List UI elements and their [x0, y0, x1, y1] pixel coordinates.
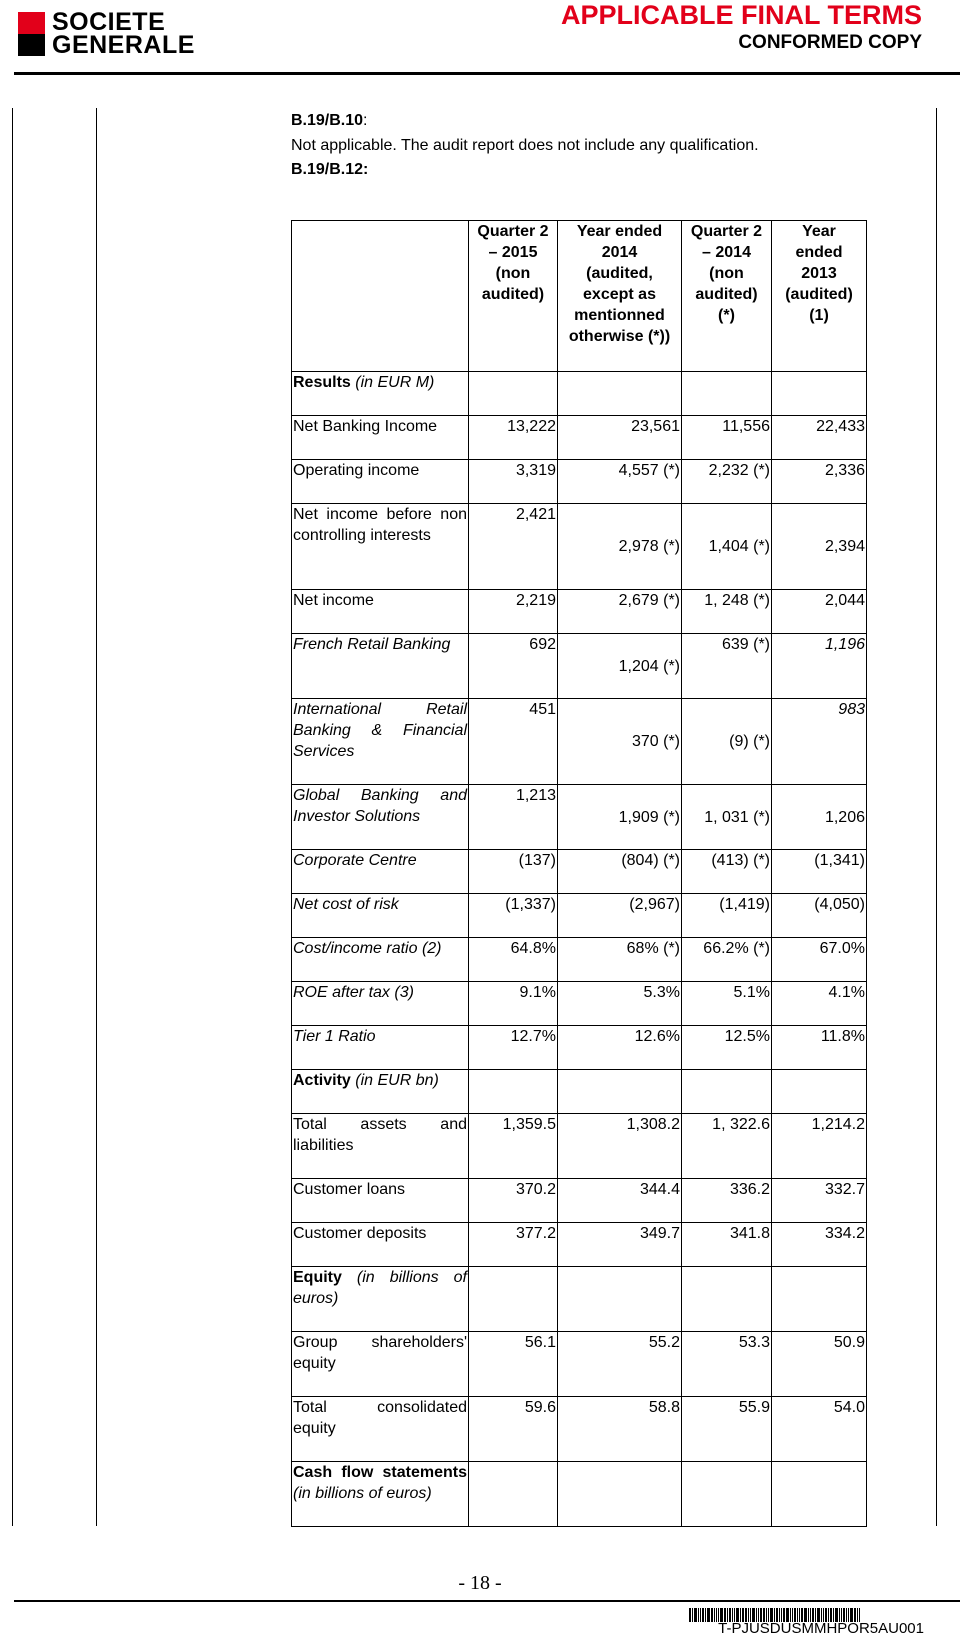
column-header: Quarter 2 – 2015 (non audited): [469, 221, 558, 372]
logo-mark-icon: [18, 12, 45, 56]
value-cell: 1,308.2: [558, 1114, 682, 1179]
value-cell: 2,219: [469, 590, 558, 634]
value-cell: [772, 1462, 867, 1527]
value-cell: 5.3%: [558, 982, 682, 1026]
table-row: [292, 785, 867, 850]
value-cell: 639 (*): [682, 634, 772, 699]
value-cell: (9) (*): [682, 699, 772, 785]
value-cell: 1,359.5: [469, 1114, 558, 1179]
column-header: Quarter 2 – 2014 (non audited) (*): [682, 221, 772, 372]
value-cell: [558, 372, 682, 416]
table-header-row: [292, 221, 867, 372]
section-row: [292, 1267, 867, 1332]
table-row: [292, 894, 867, 938]
value-cell: 370 (*): [558, 699, 682, 785]
value-cell: 983: [772, 699, 867, 785]
value-cell: 53.3: [682, 1332, 772, 1397]
row-label: International Retail Banking & Financial Services: [292, 699, 469, 785]
value-cell: 22,433: [772, 416, 867, 460]
value-cell: 1, 031 (*): [682, 785, 772, 850]
value-cell: 1, 248 (*): [682, 590, 772, 634]
value-cell: 13,222: [469, 416, 558, 460]
section-b10-text: Not applicable. The audit report does not include any qualification.: [291, 137, 759, 154]
value-cell: 23,561: [558, 416, 682, 460]
logo-text: [52, 8, 195, 59]
table-row: [292, 1332, 867, 1397]
value-cell: 12.6%: [558, 1026, 682, 1070]
value-cell: 1,196: [772, 634, 867, 699]
row-label: Net cost of risk: [292, 894, 469, 938]
value-cell: 341.8: [682, 1223, 772, 1267]
value-cell: 64.8%: [469, 938, 558, 982]
table-row: [292, 1026, 867, 1070]
logo-line-1: SOCIETE: [52, 8, 166, 36]
value-cell: 349.7: [558, 1223, 682, 1267]
value-cell: 56.1: [469, 1332, 558, 1397]
value-cell: 1, 322.6: [682, 1114, 772, 1179]
left-column-line: [96, 108, 97, 1526]
section-row: [292, 1070, 867, 1114]
value-cell: 2,978 (*): [558, 504, 682, 590]
row-label: Net income: [292, 590, 469, 634]
value-cell: 12.7%: [469, 1026, 558, 1070]
row-label: Cash flow statements (in billions of euros): [292, 1462, 469, 1527]
table-row: [292, 416, 867, 460]
value-cell: 332.7: [772, 1179, 867, 1223]
value-cell: 692: [469, 634, 558, 699]
section-row: [292, 372, 867, 416]
value-cell: [682, 1070, 772, 1114]
value-cell: [558, 1070, 682, 1114]
value-cell: 54.0: [772, 1397, 867, 1462]
row-label: Equity (in billions of euros): [292, 1267, 469, 1332]
value-cell: 2,232 (*): [682, 460, 772, 504]
value-cell: 2,394: [772, 504, 867, 590]
value-cell: 55.9: [682, 1397, 772, 1462]
value-cell: 4.1%: [772, 982, 867, 1026]
value-cell: 67.0%: [772, 938, 867, 982]
row-label: Net Banking Income: [292, 416, 469, 460]
row-label: Net income before non controlling interests: [292, 504, 469, 590]
value-cell: 1,213: [469, 785, 558, 850]
row-label: Results (in EUR M): [292, 372, 469, 416]
value-cell: (1,341): [772, 850, 867, 894]
value-cell: 2,679 (*): [558, 590, 682, 634]
section-b12-label: B.19/B.12:: [291, 161, 369, 178]
row-label: Customer loans: [292, 1179, 469, 1223]
value-cell: 2,044: [772, 590, 867, 634]
table-row: [292, 1223, 867, 1267]
row-label: Global Banking and Investor Solutions: [292, 785, 469, 850]
document-code: T-PJUSDUSMMHPOR5AU001: [718, 1620, 924, 1637]
row-label: French Retail Banking: [292, 634, 469, 699]
value-cell: [682, 1462, 772, 1527]
value-cell: [682, 1267, 772, 1332]
row-label: Operating income: [292, 460, 469, 504]
value-cell: 334.2: [772, 1223, 867, 1267]
value-cell: 377.2: [469, 1223, 558, 1267]
value-cell: 59.6: [469, 1397, 558, 1462]
value-cell: (1,337): [469, 894, 558, 938]
value-cell: 3,319: [469, 460, 558, 504]
value-cell: [469, 372, 558, 416]
value-cell: 344.4: [558, 1179, 682, 1223]
table-row: [292, 1114, 867, 1179]
value-cell: 1,204 (*): [558, 634, 682, 699]
table-row: [292, 938, 867, 982]
value-cell: (1,419): [682, 894, 772, 938]
table-row: [292, 982, 867, 1026]
value-cell: (413) (*): [682, 850, 772, 894]
value-cell: [469, 1070, 558, 1114]
value-cell: (137): [469, 850, 558, 894]
value-cell: 5.1%: [682, 982, 772, 1026]
table-row: [292, 504, 867, 590]
row-label: Customer deposits: [292, 1223, 469, 1267]
row-label: ROE after tax (3): [292, 982, 469, 1026]
page-number: - 18 -: [458, 1572, 502, 1594]
left-margin-line: [12, 108, 13, 1526]
table-row: [292, 590, 867, 634]
row-label: Corporate Centre: [292, 850, 469, 894]
value-cell: (804) (*): [558, 850, 682, 894]
value-cell: [682, 372, 772, 416]
value-cell: 1,214.2: [772, 1114, 867, 1179]
value-cell: (2,967): [558, 894, 682, 938]
column-header: Year ended 2014 (audited, except as mentionned otherwise (*)): [558, 221, 682, 372]
value-cell: 1,206: [772, 785, 867, 850]
table-row: [292, 460, 867, 504]
value-cell: 451: [469, 699, 558, 785]
value-cell: 11,556: [682, 416, 772, 460]
logo-line-2: GENERALE: [52, 31, 195, 59]
value-cell: 370.2: [469, 1179, 558, 1223]
value-cell: (4,050): [772, 894, 867, 938]
section-row: [292, 1462, 867, 1527]
value-cell: 68% (*): [558, 938, 682, 982]
value-cell: 55.2: [558, 1332, 682, 1397]
value-cell: 12.5%: [682, 1026, 772, 1070]
row-label: Tier 1 Ratio: [292, 1026, 469, 1070]
value-cell: 2,421: [469, 504, 558, 590]
row-label: Total assets and liabilities: [292, 1114, 469, 1179]
value-cell: 66.2% (*): [682, 938, 772, 982]
value-cell: [772, 372, 867, 416]
document-subtitle: CONFORMED COPY: [738, 32, 922, 53]
table-row: [292, 1179, 867, 1223]
table-row: [292, 699, 867, 785]
financial-summary-table: [291, 220, 867, 1527]
value-cell: [558, 1267, 682, 1332]
header-divider: [14, 72, 960, 75]
table-row: [292, 634, 867, 699]
value-cell: 2,336: [772, 460, 867, 504]
footer-divider: [14, 1600, 960, 1602]
value-cell: [772, 1070, 867, 1114]
row-label: Total consolidated equity: [292, 1397, 469, 1462]
row-label: Group shareholders' equity: [292, 1332, 469, 1397]
value-cell: 336.2: [682, 1179, 772, 1223]
right-margin-line: [936, 108, 937, 1526]
document-title: APPLICABLE FINAL TERMS: [560, 0, 922, 30]
value-cell: 1,404 (*): [682, 504, 772, 590]
value-cell: [558, 1462, 682, 1527]
value-cell: [772, 1267, 867, 1332]
value-cell: 50.9: [772, 1332, 867, 1397]
value-cell: 58.8: [558, 1397, 682, 1462]
value-cell: 1,909 (*): [558, 785, 682, 850]
header-blank: [292, 221, 469, 372]
value-cell: 11.8%: [772, 1026, 867, 1070]
table-row: [292, 1397, 867, 1462]
row-label: Activity (in EUR bn): [292, 1070, 469, 1114]
value-cell: [469, 1462, 558, 1527]
table-row: [292, 850, 867, 894]
value-cell: 4,557 (*): [558, 460, 682, 504]
value-cell: [469, 1267, 558, 1332]
value-cell: 9.1%: [469, 982, 558, 1026]
column-header: Year ended 2013 (audited) (1): [772, 221, 867, 372]
row-label: Cost/income ratio (2): [292, 938, 469, 982]
section-b10-label: B.19/B.10:: [291, 112, 368, 129]
